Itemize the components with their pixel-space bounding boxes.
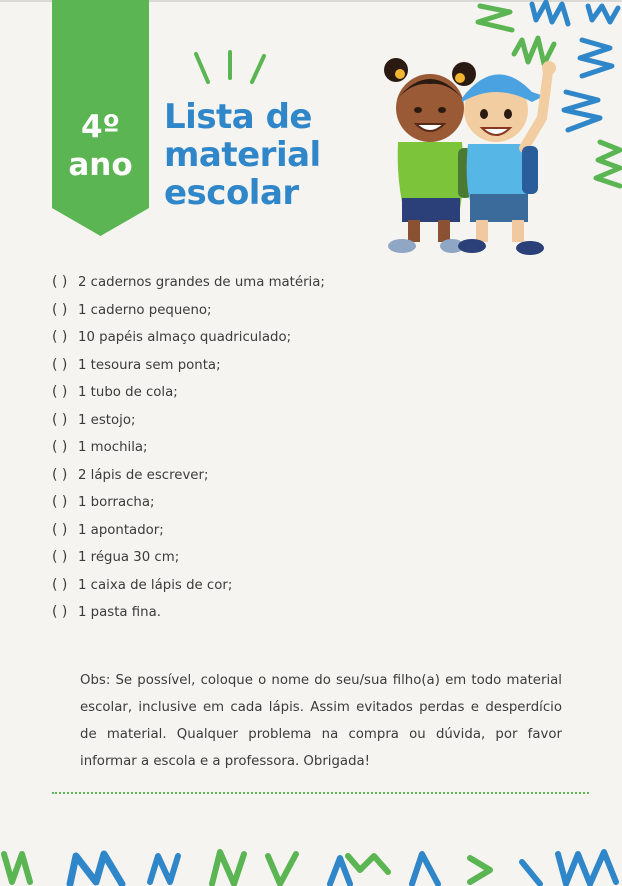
grade-banner [52,0,149,236]
item-text: 1 tubo de cola; [78,385,178,400]
item-text: 1 caixa de lápis de cor; [78,577,233,593]
item-text: 2 lápis de escrever; [78,467,209,483]
list-item [52,572,572,600]
item-text: 1 régua 30 cm; [78,550,180,565]
checkbox-mark[interactable]: ( ) [52,604,68,620]
list-item [52,379,572,407]
list-item [52,462,572,490]
list-item [52,352,572,380]
list-item [52,324,572,352]
item-text: 2 cadernos grandes de uma matéria; [78,275,325,290]
checkbox-mark[interactable]: ( ) [52,439,68,455]
list-item [52,434,572,462]
item-text: 1 apontador; [78,522,164,538]
checkbox-mark[interactable]: ( ) [52,384,68,400]
item-text: 10 papéis almaço quadriculado; [78,330,292,345]
list-item [52,489,572,517]
list-item [52,517,572,545]
item-text: 1 borracha; [78,495,155,510]
item-text: 1 pasta fina. [78,605,161,620]
grade-number: 4º [80,109,121,145]
checkbox-mark[interactable]: ( ) [52,549,68,565]
grade-word: ano [68,147,133,183]
dotted-divider [52,792,589,794]
item-text: 1 estojo; [78,412,136,428]
title-line-2: material [164,135,321,175]
title-line-3: escolar [164,173,299,213]
list-item [52,407,572,435]
list-item [52,599,572,627]
checkbox-mark[interactable]: ( ) [52,301,68,318]
scribble-decoration-bottom-icon [0,846,622,886]
kids-illustration-icon [372,48,557,263]
checkbox-mark[interactable]: ( ) [52,329,68,345]
list-item [52,544,572,572]
item-text: 1 caderno pequeno; [78,302,212,318]
material-checklist [52,269,572,627]
list-item [52,269,572,297]
grade-label [52,108,149,184]
checkbox-mark[interactable]: ( ) [52,466,68,483]
observation-note: Obs: Se possível, coloque o nome do seu/sua filho(a) em todo material escolar, inclusive em cada lápis. Assim evitados perdas e desperdício de material. Qualquer problema na compra ou dúvida, por favor informar a escola e a professora. Obrigada! [80,673,562,770]
checkbox-mark[interactable]: ( ) [52,494,68,510]
checkbox-mark[interactable]: ( ) [52,521,68,538]
page-title [164,98,321,212]
checkbox-mark[interactable]: ( ) [52,576,68,593]
checkbox-mark[interactable]: ( ) [52,411,68,428]
item-text: 1 tesoura sem ponta; [78,357,221,373]
title-line-1: Lista de [164,97,312,137]
checkbox-mark[interactable]: ( ) [52,356,68,373]
checkbox-mark[interactable]: ( ) [52,274,68,290]
list-item [52,297,572,325]
sparkle-lines-icon [190,48,270,88]
item-text: 1 mochila; [78,440,148,455]
